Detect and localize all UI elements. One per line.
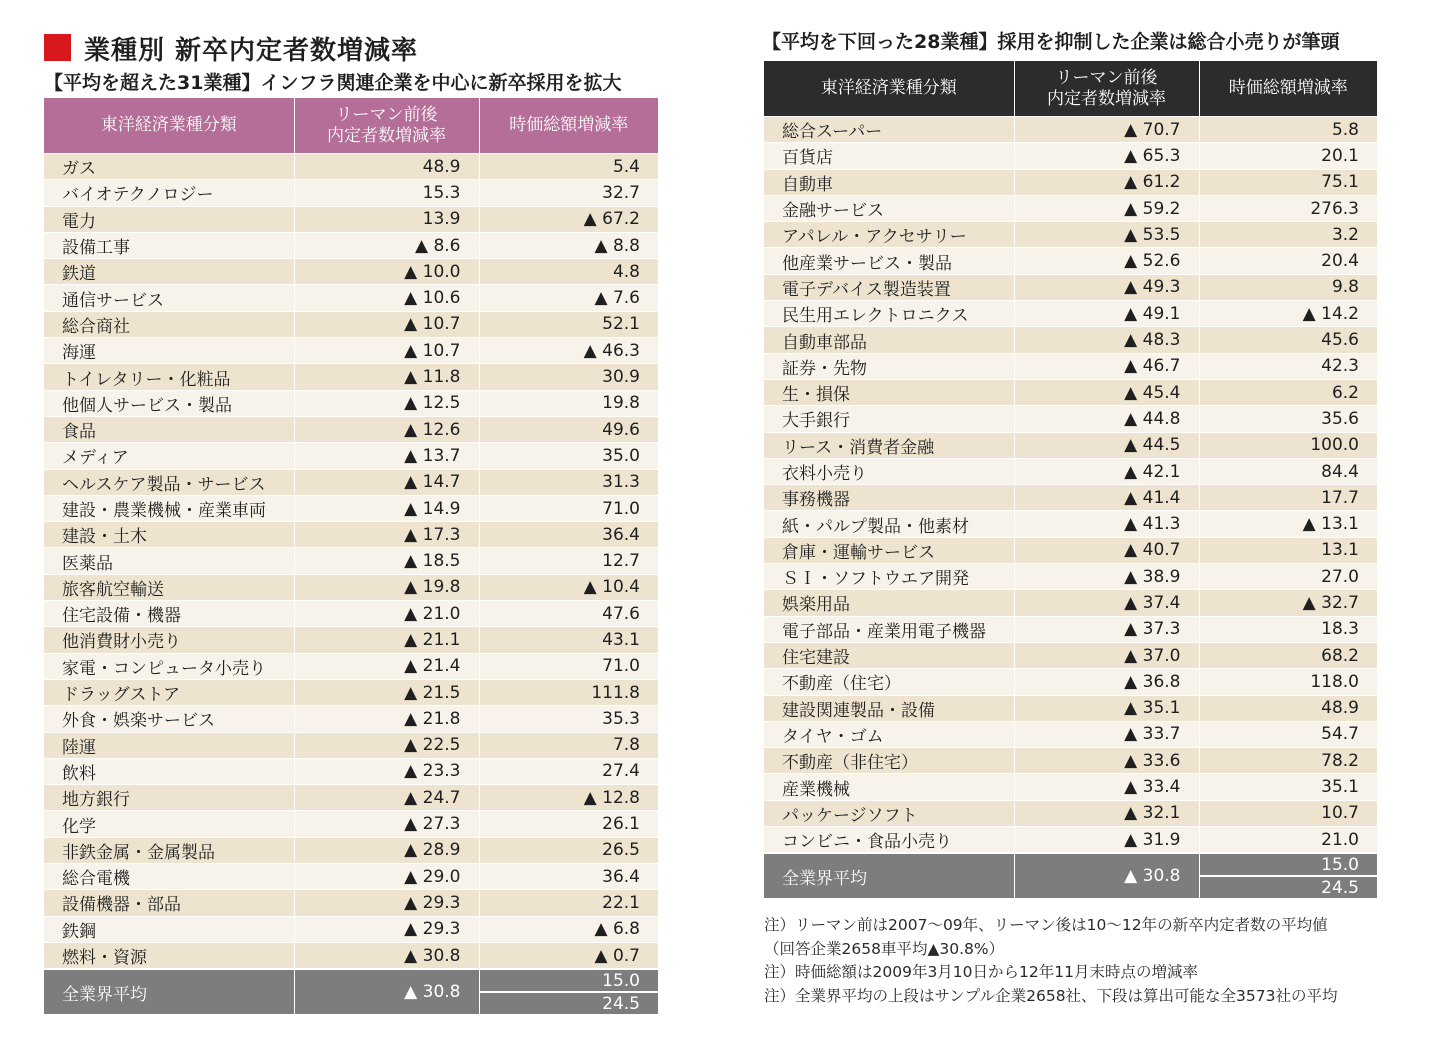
offer-change-cell: ▲ 29.3 (294, 916, 479, 942)
market-cap-change-cell: 36.4 (479, 522, 658, 548)
industry-name-cell: ヘルスケア製品・サービス (44, 469, 294, 495)
offer-change-cell: ▲ 35.1 (1014, 695, 1199, 721)
market-cap-change-cell: 17.7 (1199, 485, 1377, 511)
industry-name-cell: アパレル・アクセサリー (764, 222, 1014, 248)
offer-change-cell: ▲ 59.2 (1014, 195, 1199, 221)
header-offer-change (294, 98, 479, 154)
market-cap-change-cell: 27.0 (1199, 564, 1377, 590)
industry-name-cell: 他産業サービス・製品 (764, 248, 1014, 274)
table-row (764, 564, 1377, 590)
industry-name-cell: 鉄道 (44, 259, 294, 285)
table-row (44, 154, 658, 180)
table-row (764, 537, 1377, 563)
table-row (44, 679, 658, 705)
average-market-cap-upper: 15.0 (1200, 854, 1378, 877)
market-cap-change-cell: 5.4 (479, 154, 658, 180)
offer-change-cell: ▲ 37.0 (1014, 642, 1199, 668)
offer-change-cell: ▲ 31.9 (1014, 827, 1199, 854)
industry-name-cell: コンビニ・食品小売り (764, 827, 1014, 854)
offer-change-cell: ▲ 8.6 (294, 232, 479, 258)
offer-change-cell: ▲ 32.1 (1014, 800, 1199, 826)
offer-change-cell: ▲ 46.7 (1014, 353, 1199, 379)
table-row (764, 827, 1377, 854)
market-cap-change-cell: 4.8 (479, 259, 658, 285)
average-row (764, 853, 1377, 898)
table-row (44, 548, 658, 574)
market-cap-change-cell: ▲ 8.8 (479, 232, 658, 258)
offer-change-cell: ▲ 33.7 (1014, 721, 1199, 747)
offer-change-cell: ▲ 10.7 (294, 338, 479, 364)
market-cap-change-cell: 42.3 (1199, 353, 1377, 379)
table-row (44, 469, 658, 495)
industry-name-cell: 産業機械 (764, 774, 1014, 800)
table-row (764, 748, 1377, 774)
industry-name-cell: 住宅設備・機器 (44, 601, 294, 627)
industry-name-cell: 総合電機 (44, 864, 294, 890)
market-cap-change-cell: 27.4 (479, 758, 658, 784)
offer-change-cell: ▲ 33.6 (1014, 748, 1199, 774)
table-row (44, 285, 658, 311)
left-table-subtitle: 【平均を超えた31業種】インフラ関連企業を中心に新卒採用を拡大 (44, 72, 622, 94)
industry-name-cell: 総合商社 (44, 311, 294, 337)
offer-change-cell: ▲ 21.0 (294, 601, 479, 627)
market-cap-change-cell: 35.1 (1199, 774, 1377, 800)
table-row (764, 642, 1377, 668)
table-row (44, 364, 658, 390)
market-cap-change-cell: ▲ 6.8 (479, 916, 658, 942)
industry-name-cell: 電力 (44, 206, 294, 232)
market-cap-change-cell: 13.1 (1199, 537, 1377, 563)
offer-change-cell: ▲ 12.5 (294, 390, 479, 416)
average-offer-change-cell: ▲ 30.8 (1014, 853, 1199, 898)
average-market-cap-lower: 24.5 (1321, 877, 1359, 898)
header-offer-change-line2: 内定者数増減率 (327, 125, 446, 146)
industry-name-cell: 陸運 (44, 732, 294, 758)
market-cap-change-cell: 19.8 (479, 390, 658, 416)
offer-change-cell: ▲ 29.3 (294, 890, 479, 916)
market-cap-change-cell: 3.2 (1199, 222, 1377, 248)
header-market-cap-change: 時価総額増減率 (1199, 61, 1377, 117)
table-row (44, 942, 658, 969)
industry-name-cell: 建設・農業機械・産業車両 (44, 495, 294, 521)
market-cap-change-cell: ▲ 14.2 (1199, 301, 1377, 327)
industry-name-cell: 海運 (44, 338, 294, 364)
offer-change-cell: ▲ 19.8 (294, 574, 479, 600)
market-cap-change-cell: 71.0 (479, 653, 658, 679)
market-cap-change-cell: 48.9 (1199, 695, 1377, 721)
market-cap-change-cell: 35.6 (1199, 406, 1377, 432)
industry-name-cell: 民生用エレクトロニクス (764, 301, 1014, 327)
table-row (44, 390, 658, 416)
table-row (44, 758, 658, 784)
market-cap-change-cell: 49.6 (479, 416, 658, 442)
industry-name-cell: ドラッグストア (44, 679, 294, 705)
industry-name-cell: 生・損保 (764, 379, 1014, 405)
market-cap-change-cell: 20.4 (1199, 248, 1377, 274)
market-cap-change-cell: 26.1 (479, 811, 658, 837)
page-title: 業種別 新卒内定者数増減率 (84, 36, 419, 66)
market-cap-change-cell: 35.3 (479, 706, 658, 732)
offer-change-cell: ▲ 41.3 (1014, 511, 1199, 537)
offer-change-cell: ▲ 38.9 (1014, 564, 1199, 590)
table-row (764, 616, 1377, 642)
right-table-subtitle: 【平均を下回った28業種】採用を抑制した企業は総合小売りが筆頭 (762, 31, 1340, 53)
offer-change-cell: ▲ 49.1 (1014, 301, 1199, 327)
offer-change-cell: ▲ 36.8 (1014, 669, 1199, 695)
table-row (764, 353, 1377, 379)
offer-change-cell: ▲ 17.3 (294, 522, 479, 548)
table-row (44, 916, 658, 942)
table-row (764, 432, 1377, 458)
market-cap-change-cell: ▲ 13.1 (1199, 511, 1377, 537)
offer-change-cell: ▲ 21.4 (294, 653, 479, 679)
industry-name-cell: 証券・先物 (764, 353, 1014, 379)
table-row (764, 485, 1377, 511)
industry-name-cell: 娯楽用品 (764, 590, 1014, 616)
footnotes (764, 914, 1338, 1008)
table-row (44, 495, 658, 521)
industry-name-cell: ガス (44, 154, 294, 180)
offer-change-cell: ▲ 37.4 (1014, 590, 1199, 616)
industry-name-cell: 他消費財小売り (44, 627, 294, 653)
industry-name-cell: トイレタリー・化粧品 (44, 364, 294, 390)
table-row (764, 327, 1377, 353)
market-cap-change-cell: 18.3 (1199, 616, 1377, 642)
offer-change-cell: ▲ 44.8 (1014, 406, 1199, 432)
table-row (764, 274, 1377, 300)
market-cap-change-cell: 75.1 (1199, 169, 1377, 195)
market-cap-change-cell: 30.9 (479, 364, 658, 390)
industry-name-cell: 不動産（非住宅） (764, 748, 1014, 774)
table-row (44, 864, 658, 890)
industry-name-cell: リース・消費者金融 (764, 432, 1014, 458)
table-row (44, 206, 658, 232)
table-row (764, 458, 1377, 484)
table-row (764, 774, 1377, 800)
market-cap-change-cell: ▲ 10.4 (479, 574, 658, 600)
industry-name-cell: 化学 (44, 811, 294, 837)
market-cap-change-cell: 54.7 (1199, 721, 1377, 747)
offer-change-cell: ▲ 21.1 (294, 627, 479, 653)
market-cap-change-cell: 31.3 (479, 469, 658, 495)
average-row (44, 969, 658, 1014)
industry-name-cell: 家電・コンピュータ小売り (44, 653, 294, 679)
table-row (44, 338, 658, 364)
header-industry-category: 東洋経済業種分類 (44, 98, 294, 154)
market-cap-change-cell: 5.8 (1199, 117, 1377, 143)
offer-change-cell: ▲ 12.6 (294, 416, 479, 442)
table-row (44, 416, 658, 442)
offer-change-cell: ▲ 37.3 (1014, 616, 1199, 642)
industry-name-cell: 電子デバイス製造装置 (764, 274, 1014, 300)
left-industry-table (44, 98, 658, 1014)
offer-change-cell: ▲ 13.7 (294, 443, 479, 469)
offer-change-cell: ▲ 61.2 (1014, 169, 1199, 195)
market-cap-change-cell: 47.6 (479, 601, 658, 627)
average-market-cap-cell (479, 969, 658, 1014)
table-row (764, 169, 1377, 195)
market-cap-change-cell: 36.4 (479, 864, 658, 890)
market-cap-change-cell: 45.6 (1199, 327, 1377, 353)
industry-name-cell: 他個人サービス・製品 (44, 390, 294, 416)
table-row (764, 195, 1377, 221)
table-row (764, 379, 1377, 405)
offer-change-cell: ▲ 53.5 (1014, 222, 1199, 248)
industry-name-cell: 金融サービス (764, 195, 1014, 221)
table-row (764, 301, 1377, 327)
industry-name-cell: 旅客航空輸送 (44, 574, 294, 600)
offer-change-cell: ▲ 41.4 (1014, 485, 1199, 511)
industry-name-cell: パッケージソフト (764, 800, 1014, 826)
table-row (764, 222, 1377, 248)
market-cap-change-cell: 26.5 (479, 837, 658, 863)
table-row (44, 890, 658, 916)
industry-name-cell: 総合スーパー (764, 117, 1014, 143)
offer-change-cell: ▲ 33.4 (1014, 774, 1199, 800)
offer-change-cell: ▲ 22.5 (294, 732, 479, 758)
table-row (44, 653, 658, 679)
market-cap-change-cell: 12.7 (479, 548, 658, 574)
footnote-line: 注）リーマン前は2007〜09年、リーマン後は10〜12年の新卒内定者数の平均値 (764, 916, 1328, 934)
industry-name-cell: 建設・土木 (44, 522, 294, 548)
market-cap-change-cell: 100.0 (1199, 432, 1377, 458)
industry-name-cell: 衣料小売り (764, 458, 1014, 484)
industry-name-cell: 建設関連製品・設備 (764, 695, 1014, 721)
table-row (764, 143, 1377, 169)
industry-name-cell: 鉄鋼 (44, 916, 294, 942)
offer-change-cell: 15.3 (294, 180, 479, 206)
table-row (44, 311, 658, 337)
market-cap-change-cell: ▲ 12.8 (479, 785, 658, 811)
market-cap-change-cell: ▲ 0.7 (479, 942, 658, 969)
market-cap-change-cell: 22.1 (479, 890, 658, 916)
header-offer-change-line1: リーマン前後 (335, 104, 438, 125)
market-cap-change-cell: 35.0 (479, 443, 658, 469)
average-label-cell: 全業界平均 (764, 853, 1014, 898)
market-cap-change-cell: 78.2 (1199, 748, 1377, 774)
market-cap-change-cell: 10.7 (1199, 800, 1377, 826)
industry-name-cell: 外食・娯楽サービス (44, 706, 294, 732)
offer-change-cell: ▲ 65.3 (1014, 143, 1199, 169)
offer-change-cell: ▲ 10.0 (294, 259, 479, 285)
market-cap-change-cell: 52.1 (479, 311, 658, 337)
industry-name-cell: 事務機器 (764, 485, 1014, 511)
footnote-line: （回答企業2658車平均▲30.8%） (764, 939, 1005, 958)
offer-change-cell: ▲ 49.3 (1014, 274, 1199, 300)
table-row (44, 811, 658, 837)
offer-change-cell: ▲ 27.3 (294, 811, 479, 837)
offer-change-cell: ▲ 52.6 (1014, 248, 1199, 274)
offer-change-cell: ▲ 10.6 (294, 285, 479, 311)
offer-change-cell: ▲ 70.7 (1014, 117, 1199, 143)
header-industry-category: 東洋経済業種分類 (764, 61, 1014, 117)
industry-name-cell: 紙・パルプ製品・他素材 (764, 511, 1014, 537)
market-cap-change-cell: ▲ 67.2 (479, 206, 658, 232)
offer-change-cell: ▲ 40.7 (1014, 537, 1199, 563)
market-cap-change-cell: 21.0 (1199, 827, 1377, 854)
market-cap-change-cell: ▲ 46.3 (479, 338, 658, 364)
offer-change-cell: ▲ 10.7 (294, 311, 479, 337)
table-row (764, 800, 1377, 826)
market-cap-change-cell: 9.8 (1199, 274, 1377, 300)
market-cap-change-cell: 276.3 (1199, 195, 1377, 221)
table-row (44, 732, 658, 758)
industry-name-cell: 自動車 (764, 169, 1014, 195)
average-market-cap-lower: 24.5 (602, 993, 640, 1014)
average-market-cap-cell (1199, 853, 1377, 898)
offer-change-cell: ▲ 42.1 (1014, 458, 1199, 484)
industry-name-cell: 通信サービス (44, 285, 294, 311)
offer-change-cell: ▲ 28.9 (294, 837, 479, 863)
table-row (764, 721, 1377, 747)
table-row (764, 695, 1377, 721)
footnote-line: 注）全業界平均の上段はサンプル企業2658社、下段は算出可能な全3573社の平均 (764, 986, 1338, 1005)
table-row (44, 443, 658, 469)
industry-name-cell: 食品 (44, 416, 294, 442)
industry-name-cell: 大手銀行 (764, 406, 1014, 432)
table-row (764, 248, 1377, 274)
offer-change-cell: ▲ 14.7 (294, 469, 479, 495)
market-cap-change-cell: ▲ 32.7 (1199, 590, 1377, 616)
table-row (44, 601, 658, 627)
market-cap-change-cell: ▲ 7.6 (479, 285, 658, 311)
table-row (764, 590, 1377, 616)
table-row (764, 406, 1377, 432)
industry-name-cell: タイヤ・ゴム (764, 721, 1014, 747)
market-cap-change-cell: 118.0 (1199, 669, 1377, 695)
industry-name-cell: 飲料 (44, 758, 294, 784)
table-row (44, 180, 658, 206)
table-row (764, 669, 1377, 695)
offer-change-cell: ▲ 21.5 (294, 679, 479, 705)
market-cap-change-cell: 111.8 (479, 679, 658, 705)
offer-change-cell: ▲ 45.4 (1014, 379, 1199, 405)
footnote-line: 注）時価総額は2009年3月10日から12年11月末時点の増減率 (764, 963, 1198, 981)
market-cap-change-cell: 84.4 (1199, 458, 1377, 484)
market-cap-change-cell: 68.2 (1199, 642, 1377, 668)
industry-name-cell: 倉庫・運輸サービス (764, 537, 1014, 563)
table-row (44, 837, 658, 863)
offer-change-cell: ▲ 21.8 (294, 706, 479, 732)
offer-change-cell: ▲ 44.5 (1014, 432, 1199, 458)
industry-name-cell: 住宅建設 (764, 642, 1014, 668)
offer-change-cell: 48.9 (294, 154, 479, 180)
industry-name-cell: 燃料・資源 (44, 942, 294, 969)
table-row (44, 706, 658, 732)
market-cap-change-cell: 6.2 (1199, 379, 1377, 405)
average-market-cap-upper: 15.0 (480, 970, 659, 993)
table-row (44, 522, 658, 548)
industry-name-cell: メディア (44, 443, 294, 469)
header-offer-change (1014, 61, 1199, 117)
industry-name-cell: 設備機器・部品 (44, 890, 294, 916)
industry-name-cell: 設備工事 (44, 232, 294, 258)
table-row (764, 511, 1377, 537)
title-marker-square (44, 34, 71, 61)
market-cap-change-cell: 7.8 (479, 732, 658, 758)
market-cap-change-cell: 71.0 (479, 495, 658, 521)
industry-name-cell: 百貨店 (764, 143, 1014, 169)
offer-change-cell: ▲ 30.8 (294, 942, 479, 969)
header-market-cap-change: 時価総額増減率 (479, 98, 658, 154)
industry-name-cell: 医薬品 (44, 548, 294, 574)
table-row (764, 117, 1377, 143)
offer-change-cell: ▲ 24.7 (294, 785, 479, 811)
table-row (44, 259, 658, 285)
header-offer-change-line2: 内定者数増減率 (1047, 88, 1166, 109)
offer-change-cell: ▲ 18.5 (294, 548, 479, 574)
offer-change-cell: ▲ 23.3 (294, 758, 479, 784)
industry-name-cell: 地方銀行 (44, 785, 294, 811)
industry-name-cell: ＳＩ・ソフトウエア開発 (764, 564, 1014, 590)
table-row (44, 627, 658, 653)
table-row (44, 232, 658, 258)
average-label-cell: 全業界平均 (44, 969, 294, 1014)
industry-name-cell: 自動車部品 (764, 327, 1014, 353)
offer-change-cell: ▲ 14.9 (294, 495, 479, 521)
right-industry-table (764, 61, 1377, 898)
table-row (44, 574, 658, 600)
market-cap-change-cell: 43.1 (479, 627, 658, 653)
offer-change-cell: 13.9 (294, 206, 479, 232)
market-cap-change-cell: 32.7 (479, 180, 658, 206)
industry-name-cell: 電子部品・産業用電子機器 (764, 616, 1014, 642)
offer-change-cell: ▲ 11.8 (294, 364, 479, 390)
industry-name-cell: 不動産（住宅） (764, 669, 1014, 695)
table-row (44, 785, 658, 811)
industry-name-cell: 非鉄金属・金属製品 (44, 837, 294, 863)
industry-name-cell: バイオテクノロジー (44, 180, 294, 206)
market-cap-change-cell: 20.1 (1199, 143, 1377, 169)
average-offer-change-cell: ▲ 30.8 (294, 969, 479, 1014)
offer-change-cell: ▲ 29.0 (294, 864, 479, 890)
offer-change-cell: ▲ 48.3 (1014, 327, 1199, 353)
header-offer-change-line1: リーマン前後 (1055, 67, 1158, 88)
